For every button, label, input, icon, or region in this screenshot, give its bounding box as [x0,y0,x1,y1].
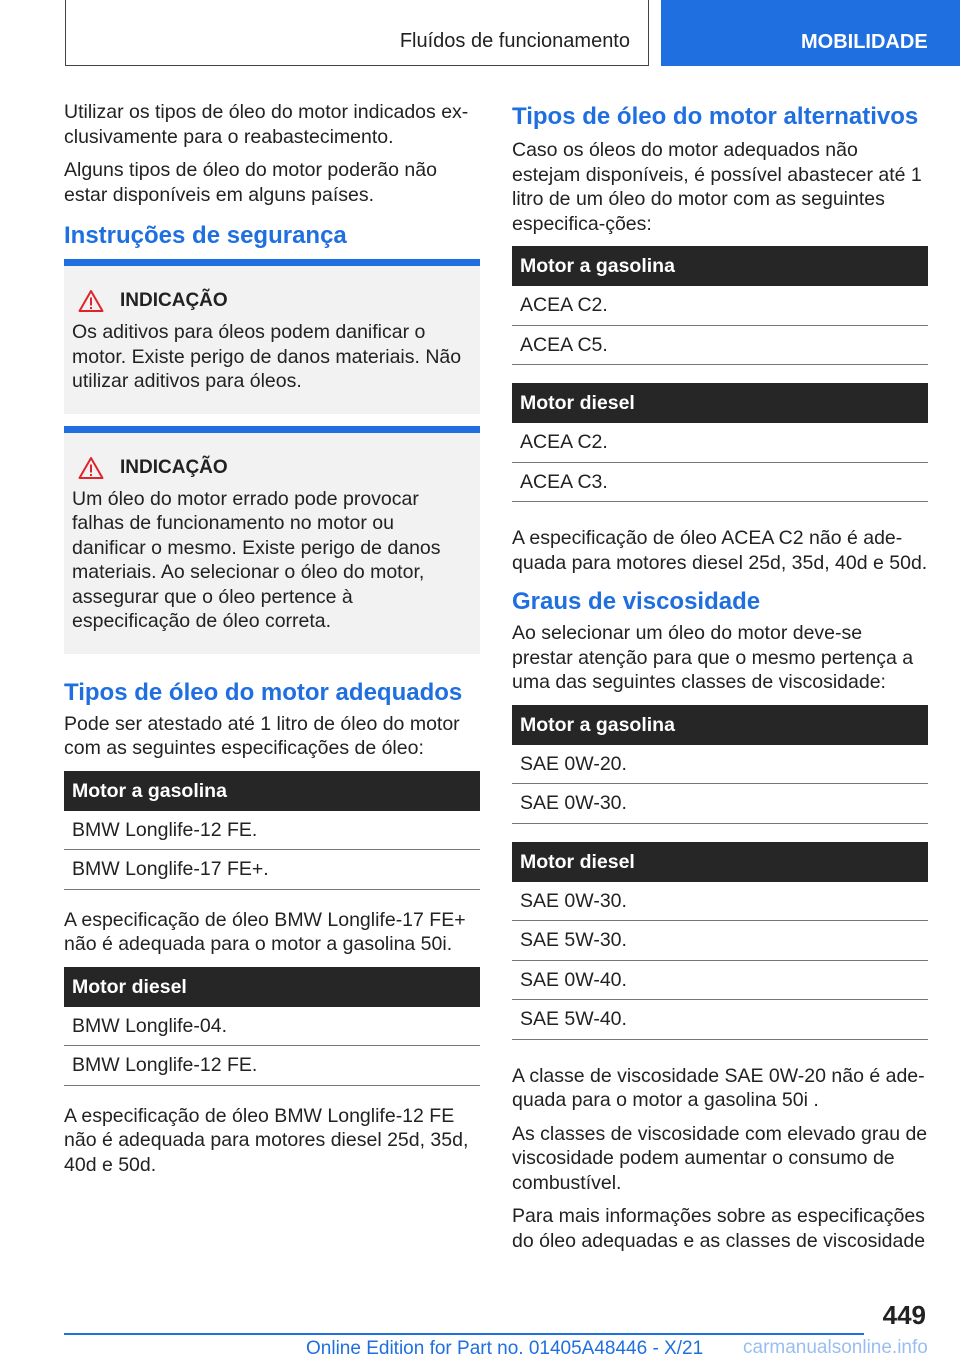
chapter-title: MOBILIDADE [801,31,928,53]
viscosity-intro: Ao selecionar um óleo do motor deve-se prestar atenção para que o mesmo pertença a uma das seguintes classes de viscosidade: [512,622,914,693]
page-number: 449 [882,1300,926,1330]
suitable-oils-intro: Pode ser atestado até 1 litro de óleo do motor com as seguintes especificações de óleo: [64,712,460,759]
spec-table-row: BMW Longlife-17 FE+. [64,850,480,890]
spec-table-row: ACEA C3. [512,463,928,503]
spec-table-row: SAE 5W-30. [512,921,928,961]
intro-paragraph: Alguns tipos de óleo do motor poderão não estar disponíveis em alguns países. [64,159,437,206]
petrol-note: A especificação de óleo BMW Longlife-17 FE+ não é adequada para o motor a gasolina 50i. [64,908,466,955]
notice-header [72,455,472,481]
warning-triangle-icon [78,456,104,480]
right-column [512,100,928,1262]
spec-table-row: SAE 0W-30. [512,882,928,922]
spec-table-head: Motor a gasolina [512,246,928,286]
spec-table-row: BMW Longlife-12 FE. [64,811,480,851]
spec-table-row: ACEA C5. [512,326,928,366]
viscosity-heading: Graus de viscosidade [512,588,761,615]
edition-text: Online Edition for Part no. 01405A48446 - X/21 [306,1338,704,1359]
spec-table-diesel [512,842,928,1040]
spec-table-row: SAE 0W-20. [512,745,928,785]
warning-triangle-icon [78,289,104,313]
viscosity-note: A classe de viscosidade SAE 0W-20 não é ade-quada para o motor a gasolina 50i . [512,1064,925,1111]
spec-table-petrol [512,705,928,824]
notice-box [64,259,480,414]
spec-table-diesel [512,383,928,502]
watermark: carmanualsonline.info [743,1337,928,1358]
spec-table-petrol [64,771,480,890]
viscosity-note: As classes de viscosidade com elevado grau de viscosidade podem aumentar o consumo de combustível. [512,1122,928,1194]
spec-table-row: BMW Longlife-12 FE. [64,1046,480,1086]
section-title: Fluídos de funcionamento [399,30,630,52]
spec-table-head: Motor diesel [64,967,480,1007]
spec-table-head: Motor a gasolina [64,771,480,811]
spec-table-head: Motor a gasolina [512,705,928,745]
notice-box [64,426,480,654]
spec-table-head: Motor diesel [512,383,928,423]
viscosity-note: Para mais informações sobre as especificações do óleo adequadas e as classes de viscosidade [512,1205,926,1252]
spec-table-row: SAE 0W-30. [512,784,928,824]
spec-table-head: Motor diesel [512,842,928,882]
alternative-note: A especificação de óleo ACEA C2 não é ade-quada para motores diesel 25d, 35d, 40d e 50d. [512,527,928,574]
spec-table-row: ACEA C2. [512,423,928,463]
alternative-oils-intro: Caso os óleos do motor adequados não estejam disponíveis, é possível abastecer até 1 litro de um óleo do motor com as seguintes especifica-ções: [512,139,922,235]
spec-table-row: SAE 5W-40. [512,1000,928,1040]
spec-table-petrol [512,246,928,365]
notice-title: INDICAÇÃO [120,456,228,478]
notice-header [72,288,472,314]
section-title-box [65,0,649,66]
diesel-note: A especificação de óleo BMW Longlife-12 FE não é adequada para motores diesel 25d, 35d, 40d e 50d. [64,1104,469,1176]
spec-table-row: BMW Longlife-04. [64,1007,480,1047]
intro-paragraph: Utilizar os tipos de óleo do motor indicados ex-clusivamente para o reabastecimento. [64,101,469,148]
spec-table-row: SAE 0W-40. [512,961,928,1001]
left-column [64,100,480,1186]
suitable-oils-heading: Tipos de óleo do motor adequados [64,678,463,706]
safety-heading: Instruções de segurança [64,222,347,249]
alternative-oils-heading: Tipos de óleo do motor alternativos [512,103,919,130]
notice-title: INDICAÇÃO [120,290,228,311]
spec-table-diesel [64,967,480,1086]
spec-table-row: ACEA C2. [512,286,928,326]
page-header [0,0,960,66]
chapter-tab[interactable] [661,0,960,66]
notice-text: Os aditivos para óleos podem danificar o motor. Existe perigo de danos materiais. Não utilizar aditivos para óleos. [72,321,462,392]
notice-text: Um óleo do motor errado pode provocar falhas de funcionamento no motor ou danificar o mesmo. Existe perigo de danos materiais. Ao selecionar o óleo do motor, assegurar que o óleo pertence à especificação de óleo correta. [72,487,441,632]
